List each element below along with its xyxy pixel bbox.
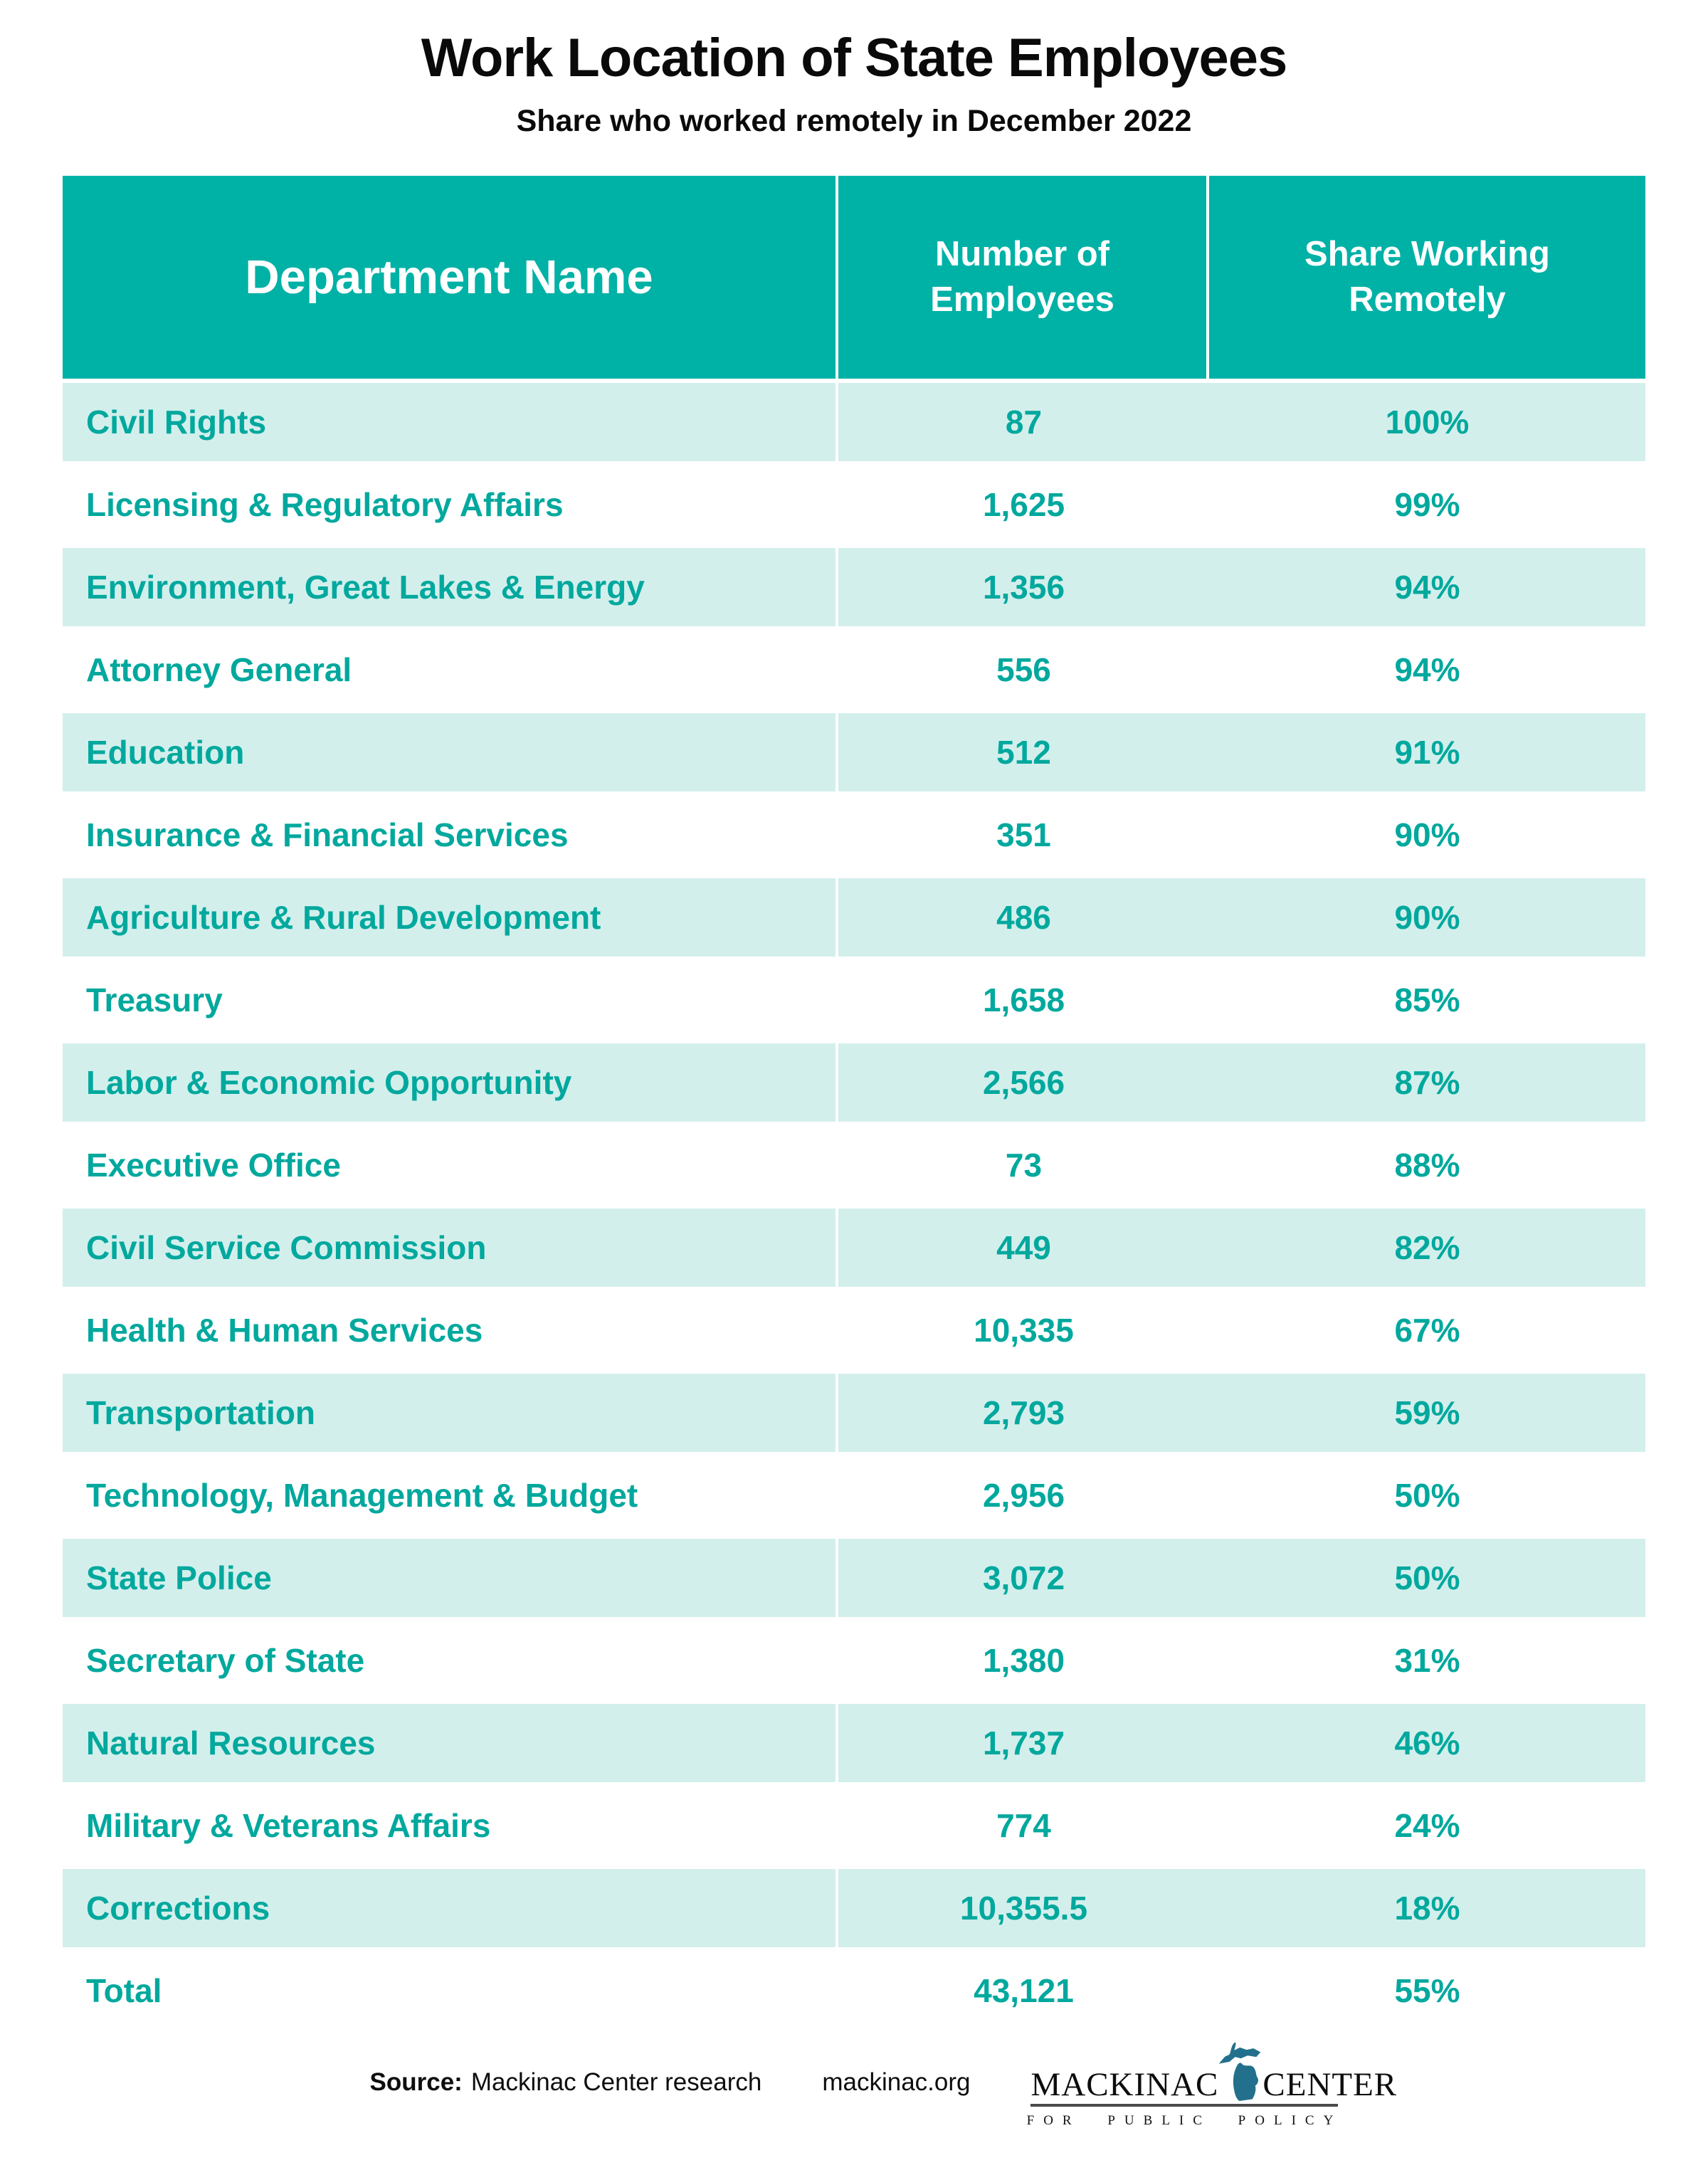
remote-share-cell: 18% [1209,1869,1645,1947]
department-name-cell: Insurance & Financial Services [86,816,569,853]
department-name-cell: Secretary of State [86,1642,365,1679]
remote-share-cell: 50% [1394,1477,1460,1514]
column-header-employees: Number of Employees [838,176,1206,379]
mackinac-logo [1026,2036,1398,2129]
department-name-cell: Total [86,1972,162,2009]
site-url: mackinac.org [822,2068,971,2096]
department-name-cell: Environment, Great Lakes & Energy [63,548,835,626]
table-row [63,1539,1645,1617]
remote-share-cell: 99% [1394,486,1460,523]
remote-share-cell: 55% [1394,1972,1460,2009]
remote-share-cell: 88% [1394,1147,1460,1184]
remote-share-cell: 94% [1394,651,1460,688]
logo-wordmark [1030,2036,1398,2103]
department-name-cell: Natural Resources [63,1704,835,1782]
remote-share-cell: 50% [1209,1539,1645,1617]
employee-count-cell: 43,121 [974,1972,1074,2009]
source-text: Mackinac Center research [470,2068,762,2096]
employee-count-cell: 2,793 [838,1374,1209,1452]
employee-count-cell: 774 [996,1807,1051,1844]
remote-share-cell: 100% [1209,383,1645,461]
employee-count-cell: 3,072 [838,1539,1209,1617]
table-row [63,465,1645,544]
employee-count-cell: 1,737 [838,1704,1209,1782]
table-row [63,1621,1645,1700]
department-name-cell: Corrections [63,1869,835,1947]
employee-count-cell: 2,566 [838,1043,1209,1122]
employee-count-cell: 556 [996,651,1051,688]
department-name-cell: Transportation [63,1374,835,1452]
source-label: Source: [369,2068,463,2096]
table-row [63,548,1645,626]
table-row [63,1209,1645,1287]
department-name-cell: Licensing & Regulatory Affairs [86,486,564,523]
table-body [63,383,1645,2030]
employee-count-cell: 10,355.5 [838,1869,1209,1947]
source-line [370,2068,762,2097]
remote-share-cell: 91% [1209,713,1645,791]
department-name-cell: Technology, Management & Budget [86,1477,638,1514]
table-row [63,1456,1645,1534]
employee-count-cell: 1,380 [982,1642,1065,1679]
table-row [63,1291,1645,1369]
remote-share-cell: 90% [1209,878,1645,957]
page-subtitle: Share who worked remotely in December 2022 [516,104,1192,138]
table-row [63,1704,1645,1782]
employee-count-cell: 10,335 [974,1312,1074,1349]
page-title: Work Location of State Employees [421,28,1287,88]
department-name-cell: Executive Office [86,1147,341,1184]
employee-count-cell: 449 [838,1209,1209,1287]
employee-count-cell: 1,356 [838,548,1209,626]
remote-share-cell: 85% [1394,981,1460,1018]
remote-share-cell: 94% [1209,548,1645,626]
department-name-cell: Education [63,713,835,791]
department-name-cell: Health & Human Services [86,1312,483,1349]
table-row [63,1786,1645,1865]
remote-share-cell: 82% [1209,1209,1645,1287]
employee-count-cell: 1,658 [982,981,1065,1018]
table-row [63,1043,1645,1122]
table-row [63,1952,1645,2030]
logo-rule [1030,2104,1338,2107]
table-row [63,1126,1645,1204]
table-row [63,961,1645,1039]
table-row [63,631,1645,709]
department-name-cell: Attorney General [86,651,352,688]
department-name-cell: Treasury [86,981,223,1018]
logo-word-right: CENTER [1262,2066,1398,2103]
footer [0,2033,1708,2132]
department-name-cell: Civil Service Commission [63,1209,835,1287]
employee-count-cell: 512 [838,713,1209,791]
remote-share-cell: 59% [1209,1374,1645,1452]
department-name-cell: Civil Rights [63,383,835,461]
remote-share-cell: 24% [1394,1807,1460,1844]
remote-share-cell: 31% [1394,1642,1460,1679]
column-header-share: Share Working Remotely [1209,176,1645,379]
michigan-state-icon [1214,2036,1267,2105]
department-name-cell: Agriculture & Rural Development [63,878,835,957]
table-row [63,878,1645,957]
table-row [63,1869,1645,1947]
table-row [63,713,1645,791]
remote-share-cell: 46% [1209,1704,1645,1782]
employee-count-cell: 486 [838,878,1209,957]
employee-count-cell: 87 [838,383,1209,461]
employee-count-cell: 1,625 [982,486,1065,523]
department-name-cell: State Police [63,1539,835,1617]
employee-count-cell: 73 [1005,1147,1043,1184]
logo-word-left: MACKINAC [1030,2066,1219,2103]
logo-tagline: FOR PUBLIC POLICY [1026,2113,1343,2128]
remote-share-cell: 87% [1209,1043,1645,1122]
table-row [63,796,1645,874]
department-name-cell: Labor & Economic Opportunity [63,1043,835,1122]
table-row [63,383,1645,461]
data-table [63,176,1645,2034]
table-header-row [63,176,1645,379]
employee-count-cell: 2,956 [982,1477,1065,1514]
employee-count-cell: 351 [996,816,1051,853]
remote-share-cell: 67% [1394,1312,1460,1349]
department-name-cell: Military & Veterans Affairs [86,1807,491,1844]
remote-share-cell: 90% [1394,816,1460,853]
table-row [63,1374,1645,1452]
column-header-department: Department Name [63,176,835,379]
